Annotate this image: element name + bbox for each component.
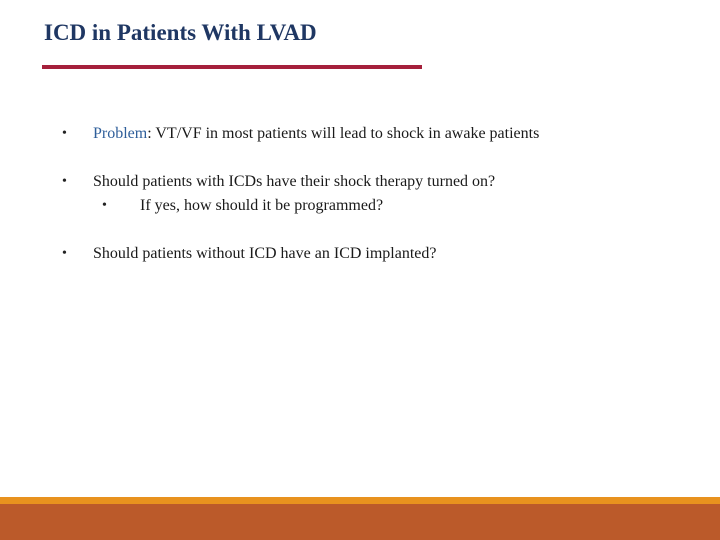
bullet-dot-icon: • (62, 174, 67, 189)
bullet-shock-therapy (60, 170, 553, 218)
icd-implant-text: Should patients without ICD have an ICD implanted? (93, 245, 437, 262)
shock-therapy-text: Should patients with ICDs have their shock therapy turned on? (93, 173, 496, 190)
sub-bullet-dot-icon: • (102, 198, 107, 213)
footer-bar (0, 504, 720, 540)
bullet-icd-implant (60, 242, 553, 266)
sub-bullet-programming (93, 194, 553, 218)
title-underline (42, 65, 422, 69)
problem-text: : VT/VF in most patients will lead to shock in awake patients (147, 125, 540, 142)
bullet-dot-icon: • (62, 126, 67, 141)
bullet-list (60, 122, 553, 290)
problem-label: Problem (93, 125, 148, 142)
footer-accent-bar (0, 497, 720, 504)
bullet-problem (60, 122, 553, 146)
slide-title: ICD in Patients With LVAD (44, 20, 317, 45)
bullet-dot-icon: • (62, 246, 67, 261)
programming-text: If yes, how should it be programmed? (140, 197, 384, 214)
